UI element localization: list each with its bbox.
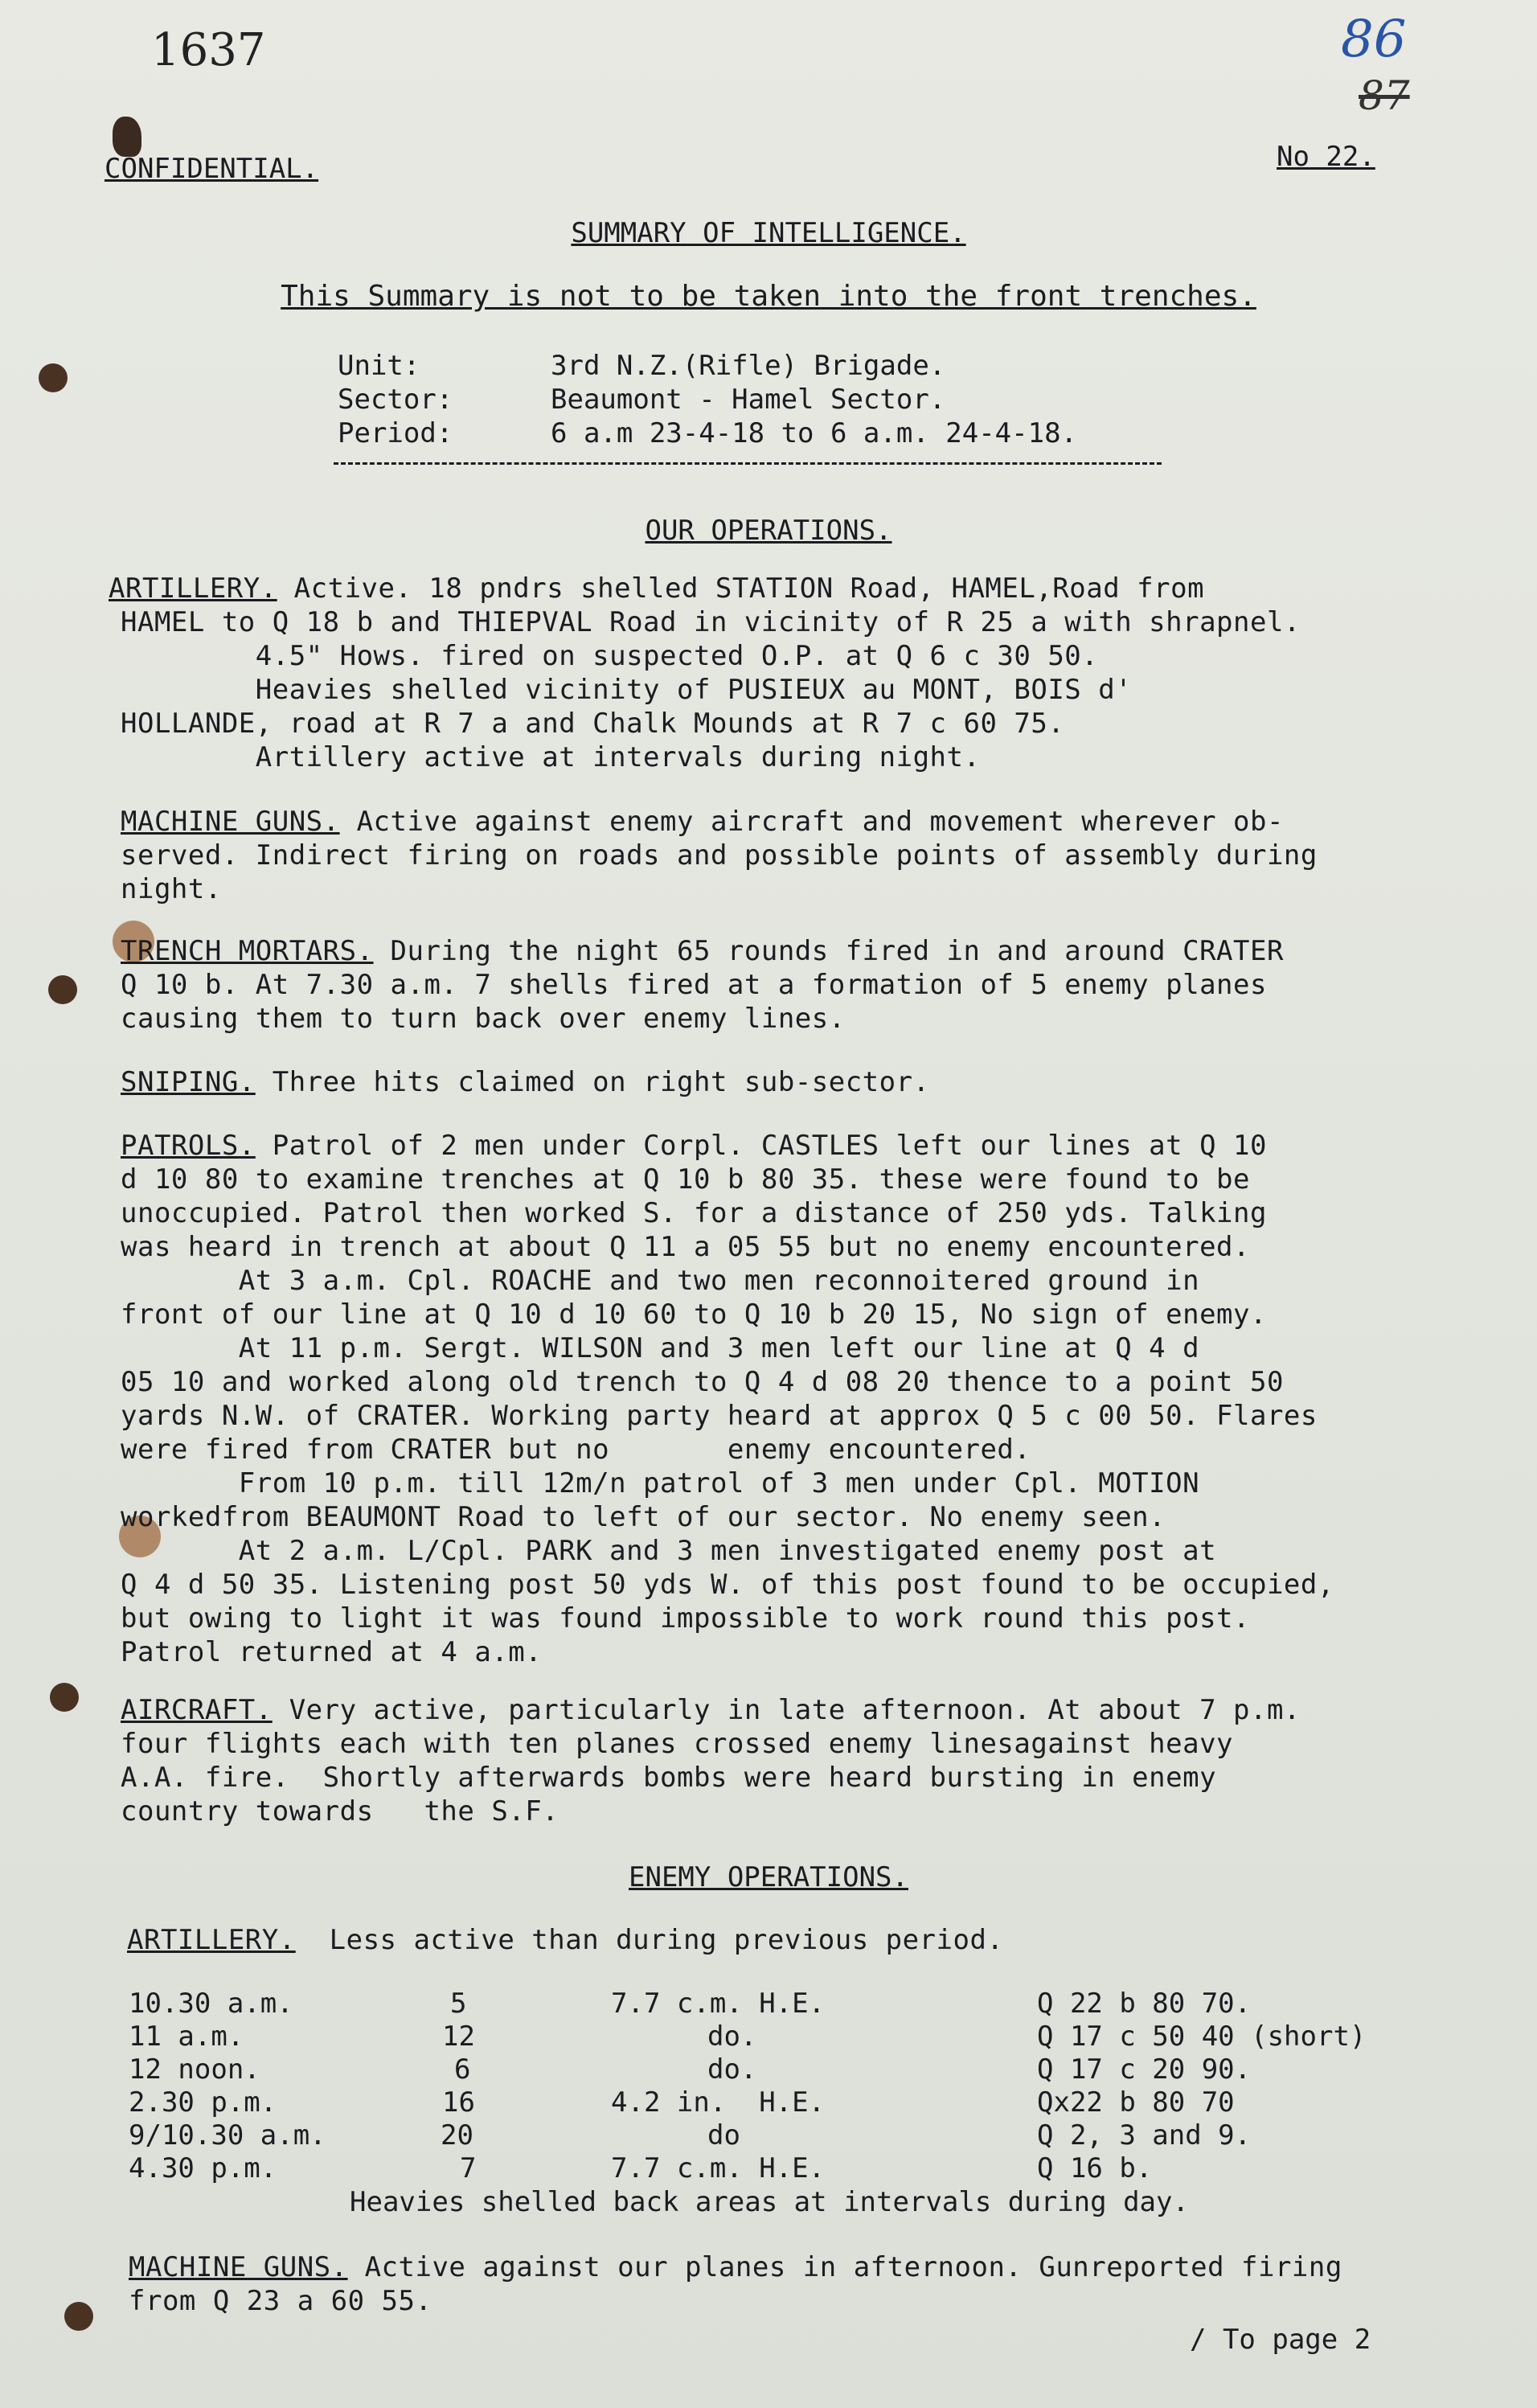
our-operations-heading-text: OUR OPERATIONS. — [645, 515, 892, 547]
unit-value: 3rd N.Z.(Rifle) Brigade. — [551, 350, 946, 382]
patrols-line-7: At 11 p.m. Sergt. WILSON and 3 men left our line at Q 4 d — [121, 1332, 1200, 1364]
shelling-row-location: Q 16 b. — [1037, 2152, 1153, 2184]
shelling-row-time: 12 noon. — [129, 2053, 260, 2086]
shelling-row-rounds: 6 — [454, 2053, 471, 2086]
shelling-row-calibre: do. — [707, 2020, 757, 2053]
our-artillery-line-3: 4.5" Hows. fired on suspected O.P. at Q 6 c 30 50. — [121, 640, 1099, 672]
patrols-line-15: but owing to light it was found impossible to work round this post. — [121, 1602, 1250, 1635]
patrols-line-1 — [121, 1130, 1267, 1162]
handwritten-ref-number: 1637 — [151, 24, 266, 76]
patrols-text-1: Patrol of 2 men under Corpl. CASTLES left our lines at Q 10 — [255, 1130, 1267, 1162]
trench-mortars-line-3: causing them to turn back over enemy lines. — [121, 1003, 846, 1035]
trench-mortars-text-1: During the night 65 rounds fired in and around CRATER — [373, 935, 1284, 967]
shelling-row-time: 10.30 a.m. — [129, 1988, 293, 2020]
our-mg-text-1: Active against enemy aircraft and movement wherever ob- — [339, 806, 1284, 838]
enemy-operations-heading — [0, 1861, 1537, 1893]
our-artillery-line-6: Artillery active at intervals during night. — [121, 741, 981, 773]
patrols-line-8: 05 10 and worked along old trench to Q 4 d 08 20 thence to a point 50 — [121, 1366, 1284, 1398]
shelling-row-calibre: 4.2 in. H.E. — [611, 2086, 826, 2119]
distribution-notice-text: This Summary is not to be taken into the front trenches. — [281, 280, 1256, 313]
shelling-row-location: Qx22 b 80 70 — [1037, 2086, 1235, 2119]
document-title-text: SUMMARY OF INTELLIGENCE. — [571, 217, 966, 249]
patrols-line-12: workedfrom BEAUMONT Road to left of our sector. No enemy seen. — [121, 1501, 1166, 1533]
punch-hole-1 — [39, 363, 68, 392]
shelling-row-rounds: 20 — [441, 2119, 473, 2152]
aircraft-text-1: Very active, particularly in late afternoon. At about 7 p.m. — [272, 1694, 1301, 1726]
summary-number: No 22. — [1277, 141, 1375, 173]
our-artillery-line-4: Heavies shelled vicinity of PUSIEUX au MONT, BOIS d' — [121, 674, 1133, 706]
shelling-row-calibre: 7.7 c.m. H.E. — [611, 2152, 826, 2184]
header-divider — [334, 462, 1162, 465]
enemy-artillery-label: ARTILLERY. — [127, 1924, 296, 1956]
aircraft-line-3: A.A. fire. Shortly afterwards bombs were heard bursting in enemy — [121, 1762, 1217, 1794]
our-operations-heading — [0, 515, 1537, 547]
document-title — [0, 217, 1537, 249]
aircraft-line-4: country towards the S.F. — [121, 1795, 559, 1828]
punch-hole-6 — [64, 2302, 93, 2331]
shelling-row-time: 11 a.m. — [129, 2020, 244, 2053]
trench-mortars-line-2: Q 10 b. At 7.30 a.m. 7 shells fired at a formation of 5 enemy planes — [121, 969, 1267, 1001]
sniping-label: SNIPING. — [121, 1066, 256, 1098]
shelling-row-location: Q 17 c 20 90. — [1037, 2053, 1252, 2086]
aircraft-label: AIRCRAFT. — [121, 1694, 273, 1726]
shelling-row-time: 2.30 p.m. — [129, 2086, 277, 2119]
sniping-text-1: Three hits claimed on right sub-sector. — [255, 1066, 930, 1098]
enemy-artillery-intro: Less active than during previous period. — [295, 1924, 1004, 1956]
our-artillery-label: ARTILLERY. — [109, 572, 277, 605]
enemy-mg-text-1: Active against our planes in afternoon. Gunreported firing — [347, 2251, 1342, 2283]
enemy-mg-line-1 — [129, 2251, 1342, 2283]
patrols-label: PATROLS. — [121, 1130, 256, 1162]
our-mg-line-3: night. — [121, 873, 222, 905]
shelling-row-rounds: 7 — [460, 2152, 477, 2184]
patrols-line-16: Patrol returned at 4 a.m. — [121, 1636, 543, 1668]
aircraft-line-1 — [121, 1694, 1301, 1726]
enemy-operations-heading-text: ENEMY OPERATIONS. — [629, 1861, 908, 1893]
enemy-artillery-closing: Heavies shelled back areas at intervals during day. — [350, 2186, 1189, 2218]
period-value: 6 a.m 23-4-18 to 6 a.m. 24-4-18. — [551, 417, 1078, 449]
shelling-row-location: Q 22 b 80 70. — [1037, 1988, 1252, 2020]
patrols-line-9: yards N.W. of CRATER. Working party heard at approx Q 5 c 00 50. Flares — [121, 1400, 1318, 1432]
sector-value: Beaumont - Hamel Sector. — [551, 384, 946, 416]
shelling-row-rounds: 16 — [442, 2086, 475, 2119]
our-artillery-line-5: HOLLANDE, road at R 7 a and Chalk Mounds at R 7 c 60 75. — [121, 708, 1065, 740]
patrols-line-2: d 10 80 to examine trenches at Q 10 b 80 35. these were found to be — [121, 1163, 1250, 1196]
classification: CONFIDENTIAL. — [105, 153, 319, 185]
shelling-row-calibre: do — [707, 2119, 740, 2152]
shelling-row-rounds: 5 — [450, 1988, 467, 2020]
shelling-row-rounds: 12 — [442, 2020, 475, 2053]
continued-note: / To page 2 — [1190, 2324, 1371, 2356]
our-mg-line-2: served. Indirect firing on roads and possible points of assembly during — [121, 839, 1318, 872]
patrols-line-5: At 3 a.m. Cpl. ROACHE and two men reconnoitered ground in — [121, 1265, 1200, 1297]
patrols-line-3: unoccupied. Patrol then worked S. for a distance of 250 yds. Talking — [121, 1197, 1267, 1229]
patrols-line-11: From 10 p.m. till 12m/n patrol of 3 men under Cpl. MOTION — [121, 1467, 1200, 1499]
patrols-line-14: Q 4 d 50 35. Listening post 50 yds W. of this post found to be occupied, — [121, 1569, 1334, 1601]
period-label: Period: — [338, 417, 453, 449]
punch-hole-5 — [50, 1683, 79, 1712]
distribution-notice — [0, 280, 1537, 313]
shelling-row-time: 4.30 p.m. — [129, 2152, 277, 2184]
shelling-row-calibre: do. — [707, 2053, 757, 2086]
patrols-line-13: At 2 a.m. L/Cpl. PARK and 3 men investigated enemy post at — [121, 1535, 1217, 1567]
shelling-row-time: 9/10.30 a.m. — [129, 2119, 326, 2152]
sector-label: Sector: — [338, 384, 453, 416]
our-artillery-text-1: Active. 18 pndrs shelled STATION Road, HAMEL,Road from — [277, 572, 1205, 605]
enemy-mg-line-2: from Q 23 a 60 55. — [129, 2285, 432, 2317]
sniping-line-1 — [121, 1066, 930, 1098]
punch-hole-3 — [48, 975, 77, 1004]
patrols-line-4: was heard in trench at about Q 11 a 05 55 but no enemy encountered. — [121, 1231, 1250, 1263]
our-artillery-line-2: HAMEL to Q 18 b and THIEPVAL Road in vicinity of R 25 a with shrapnel. — [121, 606, 1301, 638]
enemy-artillery-line — [127, 1924, 1003, 1956]
trench-mortars-line-1 — [121, 935, 1284, 967]
our-mg-label: MACHINE GUNS. — [121, 806, 340, 838]
our-artillery-line-1 — [109, 572, 1204, 605]
shelling-row-location: Q 2, 3 and 9. — [1037, 2119, 1252, 2152]
patrols-line-10: were fired from CRATER but no enemy encountered. — [121, 1434, 1031, 1466]
trench-mortars-label: TRENCH MORTARS. — [121, 935, 374, 967]
staple-mark — [113, 117, 141, 157]
patrols-line-6: front of our line at Q 10 d 10 60 to Q 10 b 20 15, No sign of enemy. — [121, 1298, 1267, 1331]
shelling-row-calibre: 7.7 c.m. H.E. — [611, 1988, 826, 2020]
handwritten-struck-number: 87 — [1359, 72, 1410, 119]
our-mg-line-1 — [121, 806, 1284, 838]
handwritten-page-number: 86 — [1341, 10, 1407, 69]
shelling-row-location: Q 17 c 50 40 (short) — [1037, 2020, 1367, 2053]
unit-label: Unit: — [338, 350, 420, 382]
aircraft-line-2: four flights each with ten planes crossed enemy linesagainst heavy — [121, 1728, 1234, 1760]
enemy-mg-label: MACHINE GUNS. — [129, 2251, 348, 2283]
